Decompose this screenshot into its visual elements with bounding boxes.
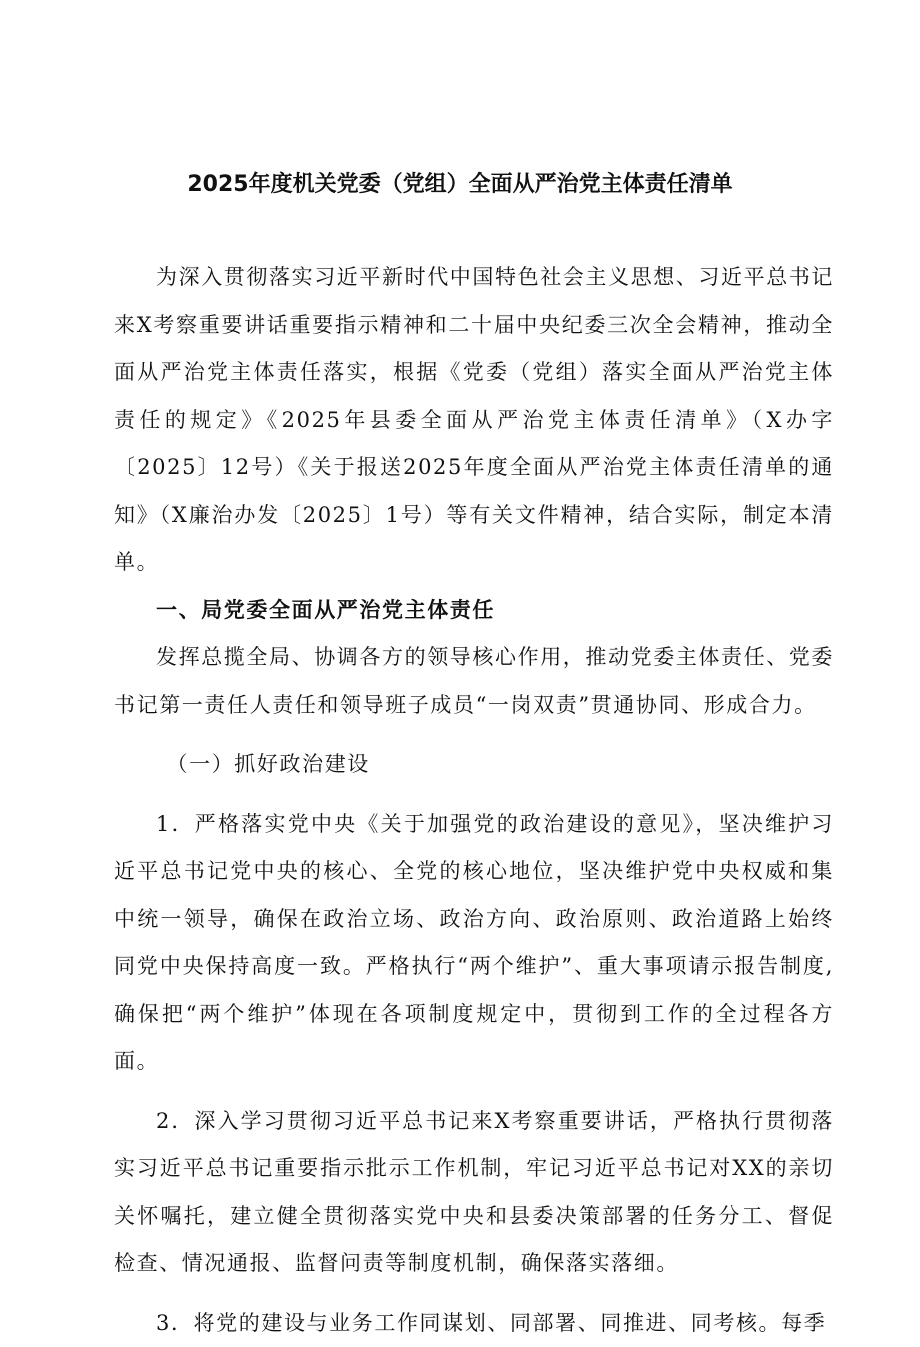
list-item: 2．深入学习贯彻习近平总书记来X考察重要讲话，严格执行贯彻落实习近平总书记重要指示批示工作机制，牢记习近平总书记对XX的亲切关怀嘱托，建立健全贯彻落实党中央和县委决策部署的任务分工、督促检查、情况通报、监督问责等制度机制，确保落实落细。 <box>114 1098 834 1288</box>
section-heading: 一、局党委全面从严治党主体责任 <box>114 587 834 635</box>
intro-paragraph: 为深入贯彻落实习近平新时代中国特色社会主义思想、习近平总书记来X考察重要讲话重要指示精神和二十届中央纪委三次全会精神，推动全面从严治党主体责任落实，根据《党委（党组）落实全面从严治党主体责任的规定》《2025年县委全面从严治党主体责任清单》（X办字〔2025〕12号）《关于报送2025年度全面从严治党主体责任清单的通知》（X廉治办发〔2025〕1号）等有关文件精神，结合实际，制定本清单。 <box>114 254 834 587</box>
document-body <box>114 254 834 1347</box>
list-item: 1．严格落实党中央《关于加强党的政治建设的意见》，坚决维护习近平总书记党中央的核心、全党的核心地位，坚决维护党中央权威和集中统一领导，确保在政治立场、政治方向、政治原则、政治道路上始终同党中央保持高度一致。严格执行“两个维护”、重大事项请示报告制度,确保把“两个维护”体现在各项制度规定中，贯彻到工作的全过程各方面。 <box>114 801 834 1086</box>
section-intro-paragraph: 发挥总揽全局、协调各方的领导核心作用，推动党委主体责任、党委书记第一责任人责任和领导班子成员“一岗双责”贯通协同、形成合力。 <box>114 634 834 729</box>
subsection-heading: （一）抓好政治建设 <box>114 741 834 789</box>
list-item: 3．将党的建设与业务工作同谋划、同部署、同推进、同考核。每季 <box>114 1300 834 1347</box>
document-title: 2025年度机关党委（党组）全面从严治党主体责任清单 <box>0 168 920 202</box>
